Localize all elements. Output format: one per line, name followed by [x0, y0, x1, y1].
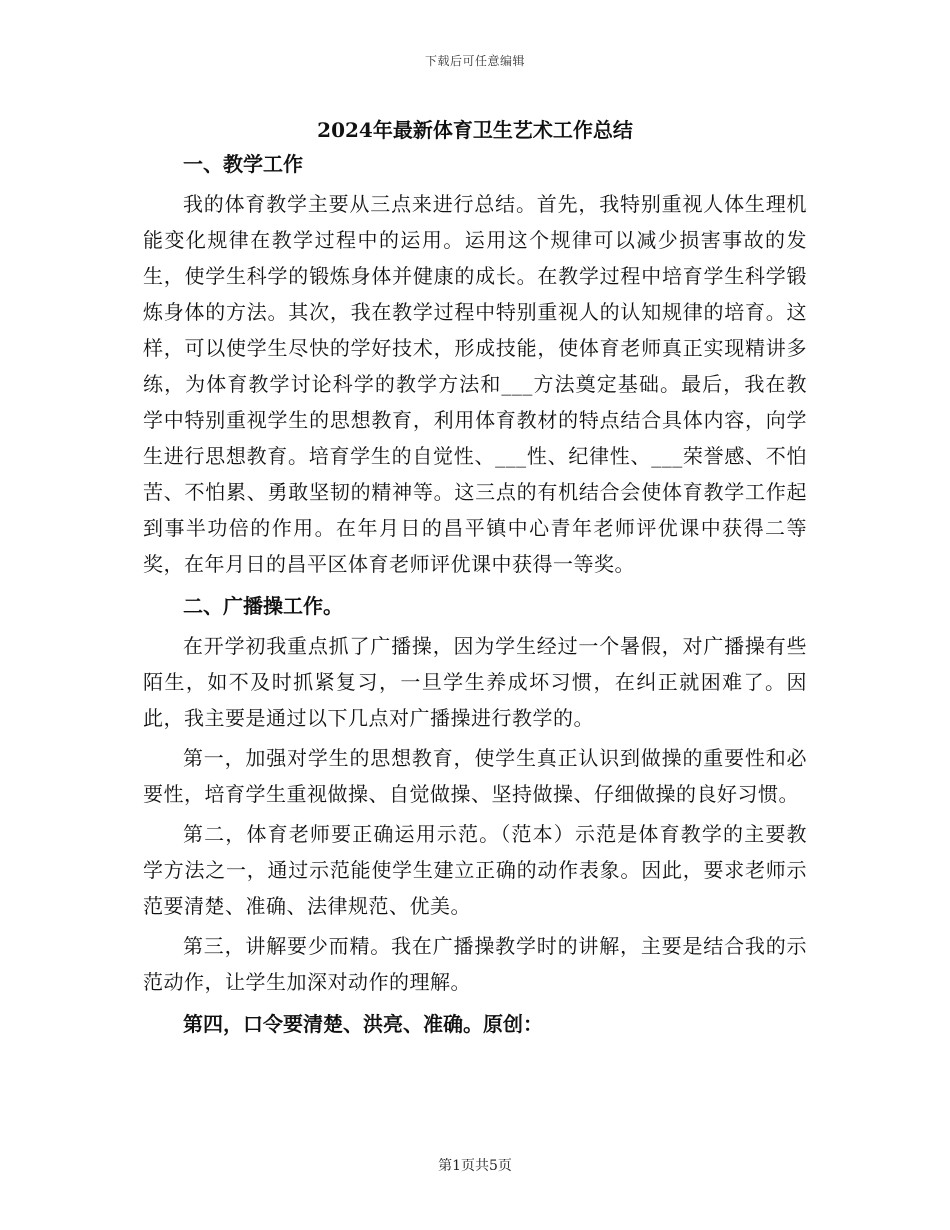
paragraph-point-two: 第二，体育老师要正确运用示范。（范本）示范是体育教学的主要教学方法之一，通过示范能使学生建立正确的动作表象。因此，要求老师示范要清楚、准确、法律规范、优美。 [143, 822, 807, 918]
document-body [143, 146, 807, 1046]
document-title: 2024年最新体育卫生艺术工作总结 [317, 118, 633, 142]
page-header: 下载后可任意编辑 [424, 54, 525, 68]
page-number: 第1页共5页 [438, 1158, 512, 1174]
section-heading-broadcast-exercise: 二、广播操工作。 [183, 594, 343, 618]
section-heading-teaching: 一、教学工作 [183, 152, 303, 176]
section-heading-point-four: 第四，口令要清楚、洪亮、准确。原创： [183, 1012, 543, 1036]
paragraph-broadcast-intro: 在开学初我重点抓了广播操，因为学生经过一个暑假，对广播操有些陌生，如不及时抓紧复习，一旦学生养成坏习惯，在纠正就困难了。因此，我主要是通过以下几点对广播操进行教学的。 [143, 634, 807, 730]
paragraph-point-one: 第一，加强对学生的思想教育，使学生真正认识到做操的重要性和必要性，培育学生重视做操、自觉做操、坚持做操、仔细做操的良好习惯。 [143, 746, 807, 806]
paragraph-teaching-summary: 我的体育教学主要从三点来进行总结。首先，我特别重视人体生理机能变化规律在教学过程中的运用。运用这个规律可以减少损害事故的发生，使学生科学的锻炼身体并健康的成长。在教学过程中培育学生科学锻炼身体的方法。其次，我在教学过程中特别重视人的认知规律的培育。这样，可以使学生尽快的学好技术，形成技能，使体育老师真正实现精讲多练，为体育教学讨论科学的教学方法和___方法奠定基础。最后，我在教学中特别重视学生的思想教育，利用体育教材的特点结合具体内容，向学生进行思想教育。培育学生的自觉性、___性、纪律性、___荣誉感、不怕苦、不怕累、勇敢坚韧的精神等。这三点的有机结合会使体育教学工作起到事半功倍的作用。在年月日的昌平镇中心青年老师评优课中获得二等奖，在年月日的昌平区体育老师评优课中获得一等奖。 [143, 192, 807, 576]
paragraph-point-three: 第三，讲解要少而精。我在广播操教学时的讲解，主要是结合我的示范动作，让学生加深对动作的理解。 [143, 934, 807, 994]
